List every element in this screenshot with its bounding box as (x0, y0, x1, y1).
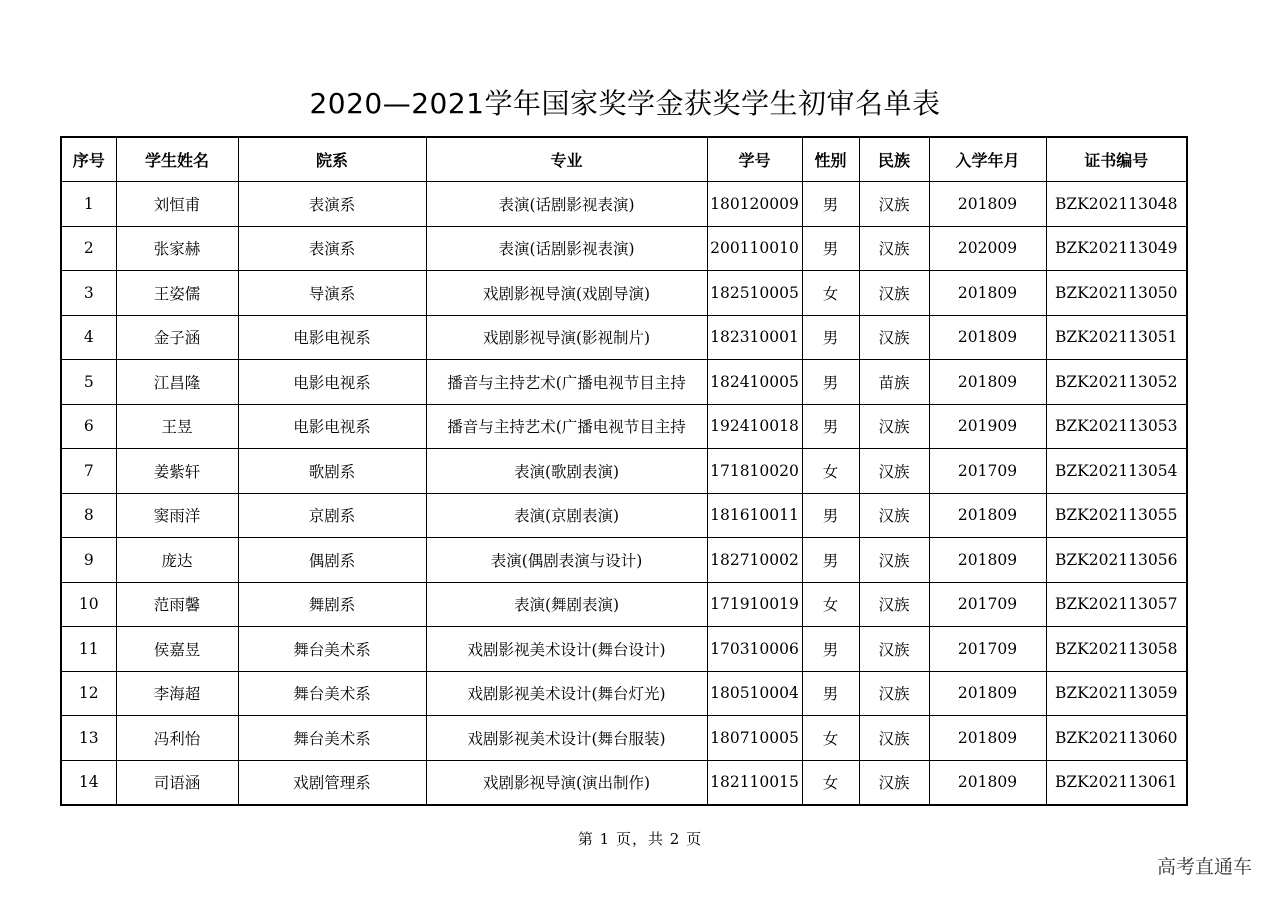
certificate-cell: BZK202113051 (1046, 315, 1187, 360)
name-cell: 金子涵 (116, 315, 238, 360)
student-id-cell: 180510004 (707, 671, 802, 716)
major-cell: 播音与主持艺术(广播电视节目主持 (426, 360, 707, 405)
department-cell: 电影电视系 (238, 360, 426, 405)
certificate-cell: BZK202113058 (1046, 627, 1187, 672)
student-id-cell: 182510005 (707, 271, 802, 316)
name-cell: 冯利怡 (116, 716, 238, 761)
department-cell: 电影电视系 (238, 315, 426, 360)
major-cell: 播音与主持艺术(广播电视节目主持 (426, 404, 707, 449)
name-cell: 张家赫 (116, 226, 238, 271)
table-row (61, 671, 1187, 716)
table-row (61, 493, 1187, 538)
gender-cell: 女 (802, 449, 859, 494)
table-row (61, 404, 1187, 449)
gender-cell: 男 (802, 360, 859, 405)
enrollment-cell: 201709 (929, 582, 1046, 627)
ethnicity-cell: 汉族 (859, 493, 929, 538)
major-cell: 表演(舞剧表演) (426, 582, 707, 627)
name-cell: 窦雨洋 (116, 493, 238, 538)
gender-cell: 女 (802, 582, 859, 627)
table-row (61, 271, 1187, 316)
table-header-row (61, 137, 1187, 182)
table-row (61, 315, 1187, 360)
certificate-cell: BZK202113053 (1046, 404, 1187, 449)
table-row (61, 360, 1187, 405)
student-id-cell: 182710002 (707, 538, 802, 583)
table-row (61, 226, 1187, 271)
major-cell: 戏剧影视美术设计(舞台设计) (426, 627, 707, 672)
table-row (61, 627, 1187, 672)
student-id-cell: 171910019 (707, 582, 802, 627)
gender-cell: 男 (802, 627, 859, 672)
ethnicity-cell: 汉族 (859, 671, 929, 716)
header-cell: 证书编号 (1046, 137, 1187, 182)
table-row (61, 582, 1187, 627)
student-id-cell: 181610011 (707, 493, 802, 538)
ethnicity-cell: 汉族 (859, 760, 929, 805)
gender-cell: 女 (802, 760, 859, 805)
major-cell: 戏剧影视导演(影视制片) (426, 315, 707, 360)
certificate-cell: BZK202113059 (1046, 671, 1187, 716)
name-cell: 江昌隆 (116, 360, 238, 405)
ethnicity-cell: 汉族 (859, 627, 929, 672)
ethnicity-cell: 汉族 (859, 716, 929, 761)
student-id-cell: 180710005 (707, 716, 802, 761)
gender-cell: 男 (802, 182, 859, 227)
serial-cell: 3 (61, 271, 116, 316)
enrollment-cell: 201809 (929, 538, 1046, 583)
major-cell: 戏剧影视美术设计(舞台服装) (426, 716, 707, 761)
certificate-cell: BZK202113055 (1046, 493, 1187, 538)
serial-cell: 10 (61, 582, 116, 627)
gender-cell: 女 (802, 271, 859, 316)
serial-cell: 8 (61, 493, 116, 538)
ethnicity-cell: 汉族 (859, 182, 929, 227)
student-id-cell: 192410018 (707, 404, 802, 449)
certificate-cell: BZK202113056 (1046, 538, 1187, 583)
serial-cell: 13 (61, 716, 116, 761)
gender-cell: 男 (802, 315, 859, 360)
header-cell: 专业 (426, 137, 707, 182)
department-cell: 导演系 (238, 271, 426, 316)
enrollment-cell: 202009 (929, 226, 1046, 271)
ethnicity-cell: 汉族 (859, 582, 929, 627)
table-row (61, 182, 1187, 227)
department-cell: 京剧系 (238, 493, 426, 538)
ethnicity-cell: 苗族 (859, 360, 929, 405)
table-row (61, 760, 1187, 805)
serial-cell: 4 (61, 315, 116, 360)
table-row (61, 538, 1187, 583)
enrollment-cell: 201909 (929, 404, 1046, 449)
department-cell: 表演系 (238, 226, 426, 271)
table-body (61, 182, 1187, 806)
gender-cell: 男 (802, 404, 859, 449)
header-cell: 民族 (859, 137, 929, 182)
ethnicity-cell: 汉族 (859, 315, 929, 360)
name-cell: 刘恒甫 (116, 182, 238, 227)
name-cell: 范雨馨 (116, 582, 238, 627)
header-cell: 性别 (802, 137, 859, 182)
enrollment-cell: 201709 (929, 449, 1046, 494)
header-cell: 学号 (707, 137, 802, 182)
department-cell: 舞台美术系 (238, 671, 426, 716)
serial-cell: 6 (61, 404, 116, 449)
certificate-cell: BZK202113054 (1046, 449, 1187, 494)
certificate-cell: BZK202113061 (1046, 760, 1187, 805)
enrollment-cell: 201809 (929, 716, 1046, 761)
watermark: 高考直通车 (1156, 856, 1252, 878)
major-cell: 表演(京剧表演) (426, 493, 707, 538)
major-cell: 表演(歌剧表演) (426, 449, 707, 494)
enrollment-cell: 201809 (929, 315, 1046, 360)
major-cell: 戏剧影视导演(演出制作) (426, 760, 707, 805)
major-cell: 表演(话剧影视表演) (426, 226, 707, 271)
serial-cell: 14 (61, 760, 116, 805)
department-cell: 歌剧系 (238, 449, 426, 494)
name-cell: 司语涵 (116, 760, 238, 805)
certificate-cell: BZK202113060 (1046, 716, 1187, 761)
enrollment-cell: 201809 (929, 760, 1046, 805)
gender-cell: 女 (802, 716, 859, 761)
ethnicity-cell: 汉族 (859, 271, 929, 316)
serial-cell: 11 (61, 627, 116, 672)
serial-cell: 2 (61, 226, 116, 271)
name-cell: 王姿儒 (116, 271, 238, 316)
enrollment-cell: 201809 (929, 360, 1046, 405)
major-cell: 戏剧影视美术设计(舞台灯光) (426, 671, 707, 716)
student-id-cell: 182410005 (707, 360, 802, 405)
name-cell: 庞达 (116, 538, 238, 583)
major-cell: 表演(话剧影视表演) (426, 182, 707, 227)
ethnicity-cell: 汉族 (859, 538, 929, 583)
gender-cell: 男 (802, 493, 859, 538)
student-id-cell: 171810020 (707, 449, 802, 494)
gender-cell: 男 (802, 538, 859, 583)
student-id-cell: 182110015 (707, 760, 802, 805)
document-title: 2020—2021学年国家奖学金获奖学生初审名单表 (309, 87, 941, 120)
table-row (61, 716, 1187, 761)
enrollment-cell: 201809 (929, 493, 1046, 538)
certificate-cell: BZK202113052 (1046, 360, 1187, 405)
student-id-cell: 182310001 (707, 315, 802, 360)
department-cell: 舞台美术系 (238, 627, 426, 672)
major-cell: 表演(偶剧表演与设计) (426, 538, 707, 583)
serial-cell: 7 (61, 449, 116, 494)
major-cell: 戏剧影视导演(戏剧导演) (426, 271, 707, 316)
department-cell: 舞剧系 (238, 582, 426, 627)
name-cell: 李海超 (116, 671, 238, 716)
department-cell: 舞台美术系 (238, 716, 426, 761)
serial-cell: 9 (61, 538, 116, 583)
page-footer: 第 1 页，共 2 页 (577, 830, 703, 848)
department-cell: 偶剧系 (238, 538, 426, 583)
certificate-cell: BZK202113057 (1046, 582, 1187, 627)
ethnicity-cell: 汉族 (859, 226, 929, 271)
department-cell: 电影电视系 (238, 404, 426, 449)
student-id-cell: 180120009 (707, 182, 802, 227)
department-cell: 戏剧管理系 (238, 760, 426, 805)
enrollment-cell: 201809 (929, 271, 1046, 316)
table-row (61, 449, 1187, 494)
serial-cell: 1 (61, 182, 116, 227)
certificate-cell: BZK202113050 (1046, 271, 1187, 316)
gender-cell: 男 (802, 671, 859, 716)
enrollment-cell: 201809 (929, 671, 1046, 716)
name-cell: 姜紫轩 (116, 449, 238, 494)
department-cell: 表演系 (238, 182, 426, 227)
student-roster-table (60, 136, 1188, 806)
name-cell: 王昱 (116, 404, 238, 449)
header-cell: 学生姓名 (116, 137, 238, 182)
student-id-cell: 200110010 (707, 226, 802, 271)
gender-cell: 男 (802, 226, 859, 271)
certificate-cell: BZK202113049 (1046, 226, 1187, 271)
header-cell: 序号 (61, 137, 116, 182)
certificate-cell: BZK202113048 (1046, 182, 1187, 227)
name-cell: 侯嘉昱 (116, 627, 238, 672)
serial-cell: 5 (61, 360, 116, 405)
enrollment-cell: 201809 (929, 182, 1046, 227)
ethnicity-cell: 汉族 (859, 449, 929, 494)
student-id-cell: 170310006 (707, 627, 802, 672)
header-cell: 院系 (238, 137, 426, 182)
enrollment-cell: 201709 (929, 627, 1046, 672)
serial-cell: 12 (61, 671, 116, 716)
ethnicity-cell: 汉族 (859, 404, 929, 449)
header-cell: 入学年月 (929, 137, 1046, 182)
